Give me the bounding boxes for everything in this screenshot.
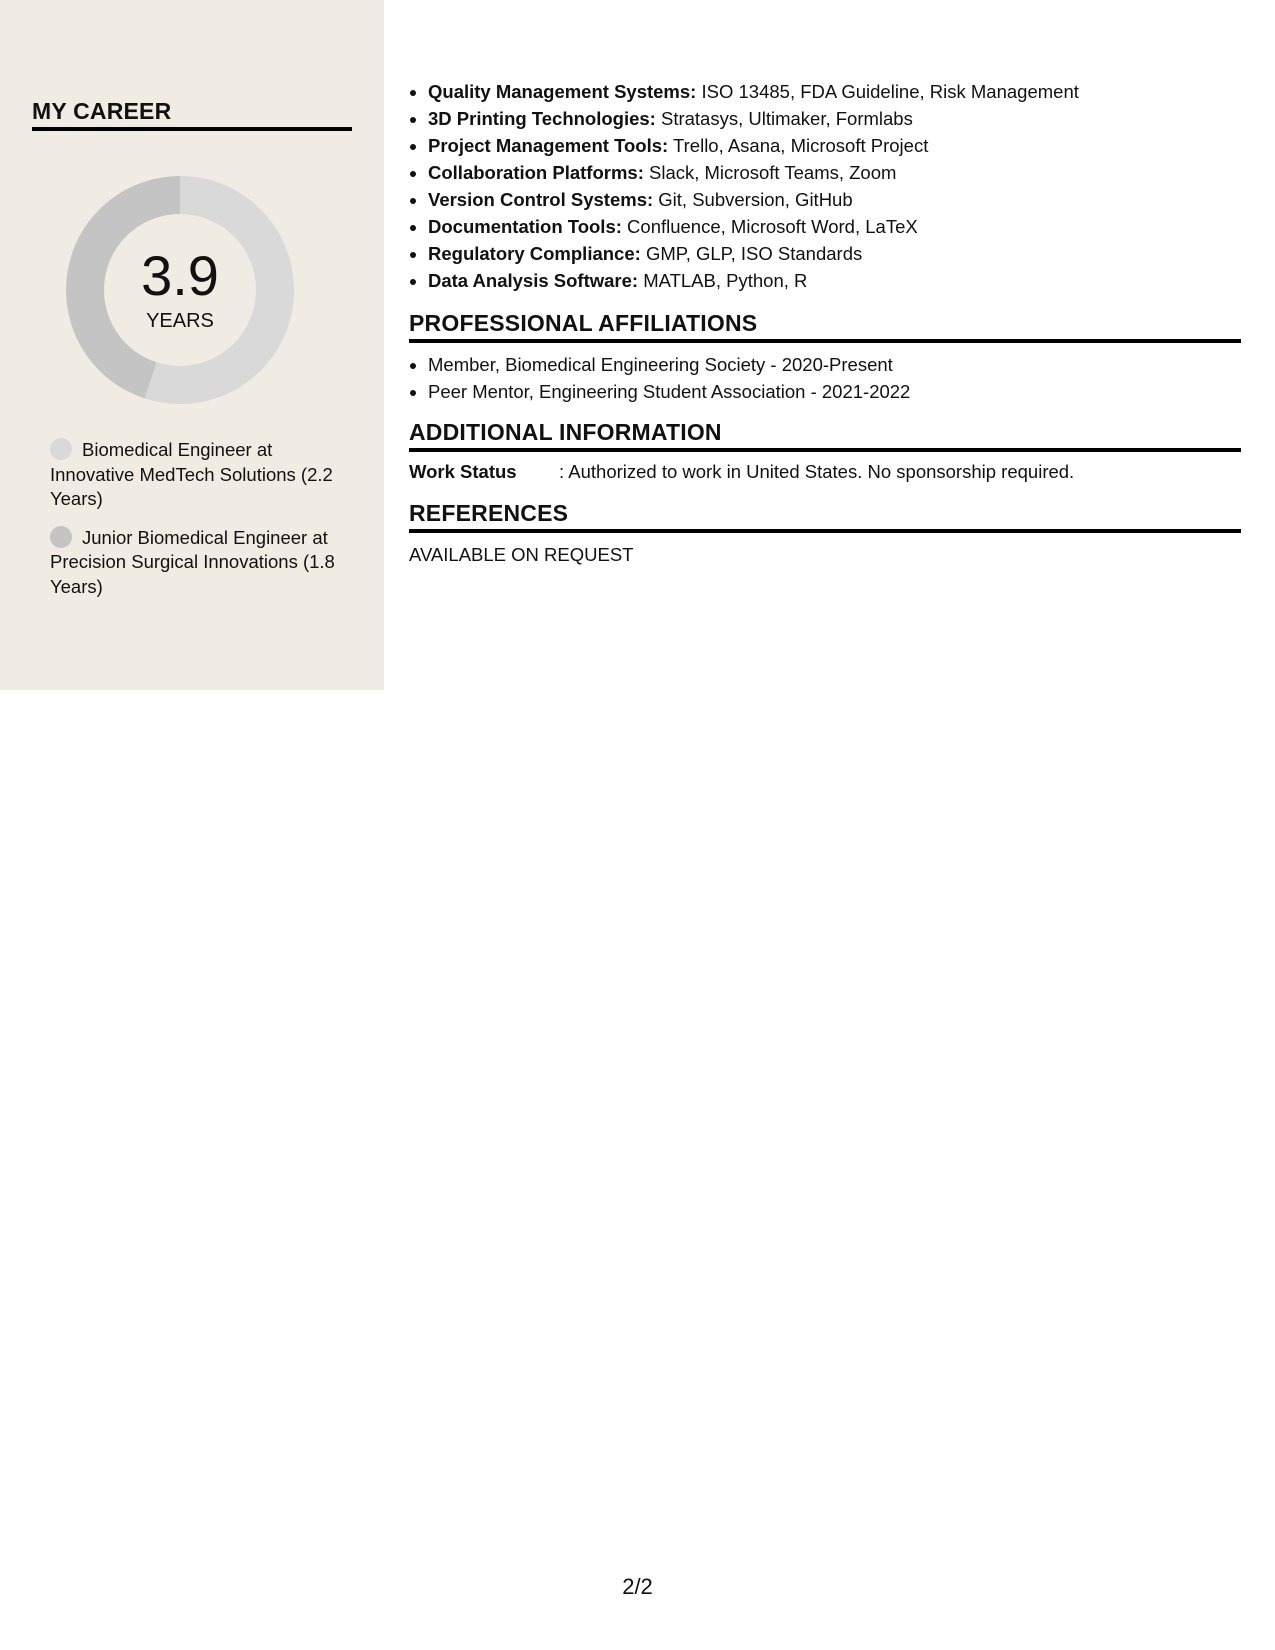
additional-info-heading: ADDITIONAL INFORMATION	[409, 419, 1241, 452]
skill-value: ISO 13485, FDA Guideline, Risk Management	[701, 81, 1079, 102]
main-content	[409, 78, 1241, 567]
affiliation-item: • Member, Biomedical Engineering Society - 2020-Present	[428, 351, 1241, 378]
legend-swatch	[50, 526, 72, 548]
total-years-value: 3.9	[141, 244, 219, 307]
career-legend	[50, 438, 340, 613]
experience-donut-chart	[66, 176, 294, 404]
skill-value: GMP, GLP, ISO Standards	[645, 243, 863, 264]
career-heading: MY CAREER	[32, 98, 352, 131]
skill-item	[428, 213, 1241, 240]
skill-item	[428, 159, 1241, 186]
skill-value: Git, Subversion, GitHub	[658, 189, 853, 210]
skill-name: 3D Printing Technologies:	[428, 108, 656, 129]
skill-value: MATLAB, Python, R	[643, 270, 808, 291]
page-number: 2/2	[622, 1574, 653, 1599]
skill-item	[428, 132, 1241, 159]
work-status-value: : Authorized to work in United States. No sponsorship required.	[559, 461, 1075, 482]
work-status-label: Work Status	[409, 461, 517, 482]
skill-name: Regulatory Compliance:	[428, 243, 641, 264]
legend-label: Biomedical Engineer at Innovative MedTech Solutions (2.2 Years)	[50, 439, 333, 509]
legend-item	[50, 438, 340, 512]
affiliations-heading: PROFESSIONAL AFFILIATIONS	[409, 310, 1241, 343]
skill-name: Project Management Tools:	[428, 135, 669, 156]
total-years-unit: YEARS	[146, 310, 214, 332]
legend-swatch	[50, 438, 72, 460]
skill-name: Documentation Tools:	[428, 216, 622, 237]
skill-name: Quality Management Systems:	[428, 81, 697, 102]
skill-item	[428, 267, 1241, 294]
work-status-row	[409, 460, 1241, 484]
affiliation-item: • Peer Mentor, Engineering Student Association - 2021-2022	[428, 378, 1241, 405]
skill-item	[428, 240, 1241, 267]
skill-name: Version Control Systems:	[428, 189, 654, 210]
legend-label: Junior Biomedical Engineer at Precision Surgical Innovations (1.8 Years)	[50, 526, 335, 597]
skill-item	[428, 78, 1241, 105]
skill-value: Confluence, Microsoft Word, LaTeX	[627, 216, 918, 237]
skill-item	[428, 186, 1241, 213]
skill-item	[428, 105, 1241, 132]
skills-list	[409, 78, 1241, 294]
skill-name: Data Analysis Software:	[428, 270, 639, 291]
references-text: AVAILABLE ON REQUEST	[409, 544, 634, 565]
skill-value: Slack, Microsoft Teams, Zoom	[649, 162, 897, 183]
skill-value: Trello, Asana, Microsoft Project	[673, 135, 929, 156]
affiliations-list	[409, 351, 1241, 405]
career-sidebar	[0, 0, 384, 690]
legend-item	[50, 526, 340, 600]
skill-value: Stratasys, Ultimaker, Formlabs	[660, 108, 913, 129]
skill-name: Collaboration Platforms:	[428, 162, 644, 183]
references-heading: REFERENCES	[409, 500, 1241, 533]
